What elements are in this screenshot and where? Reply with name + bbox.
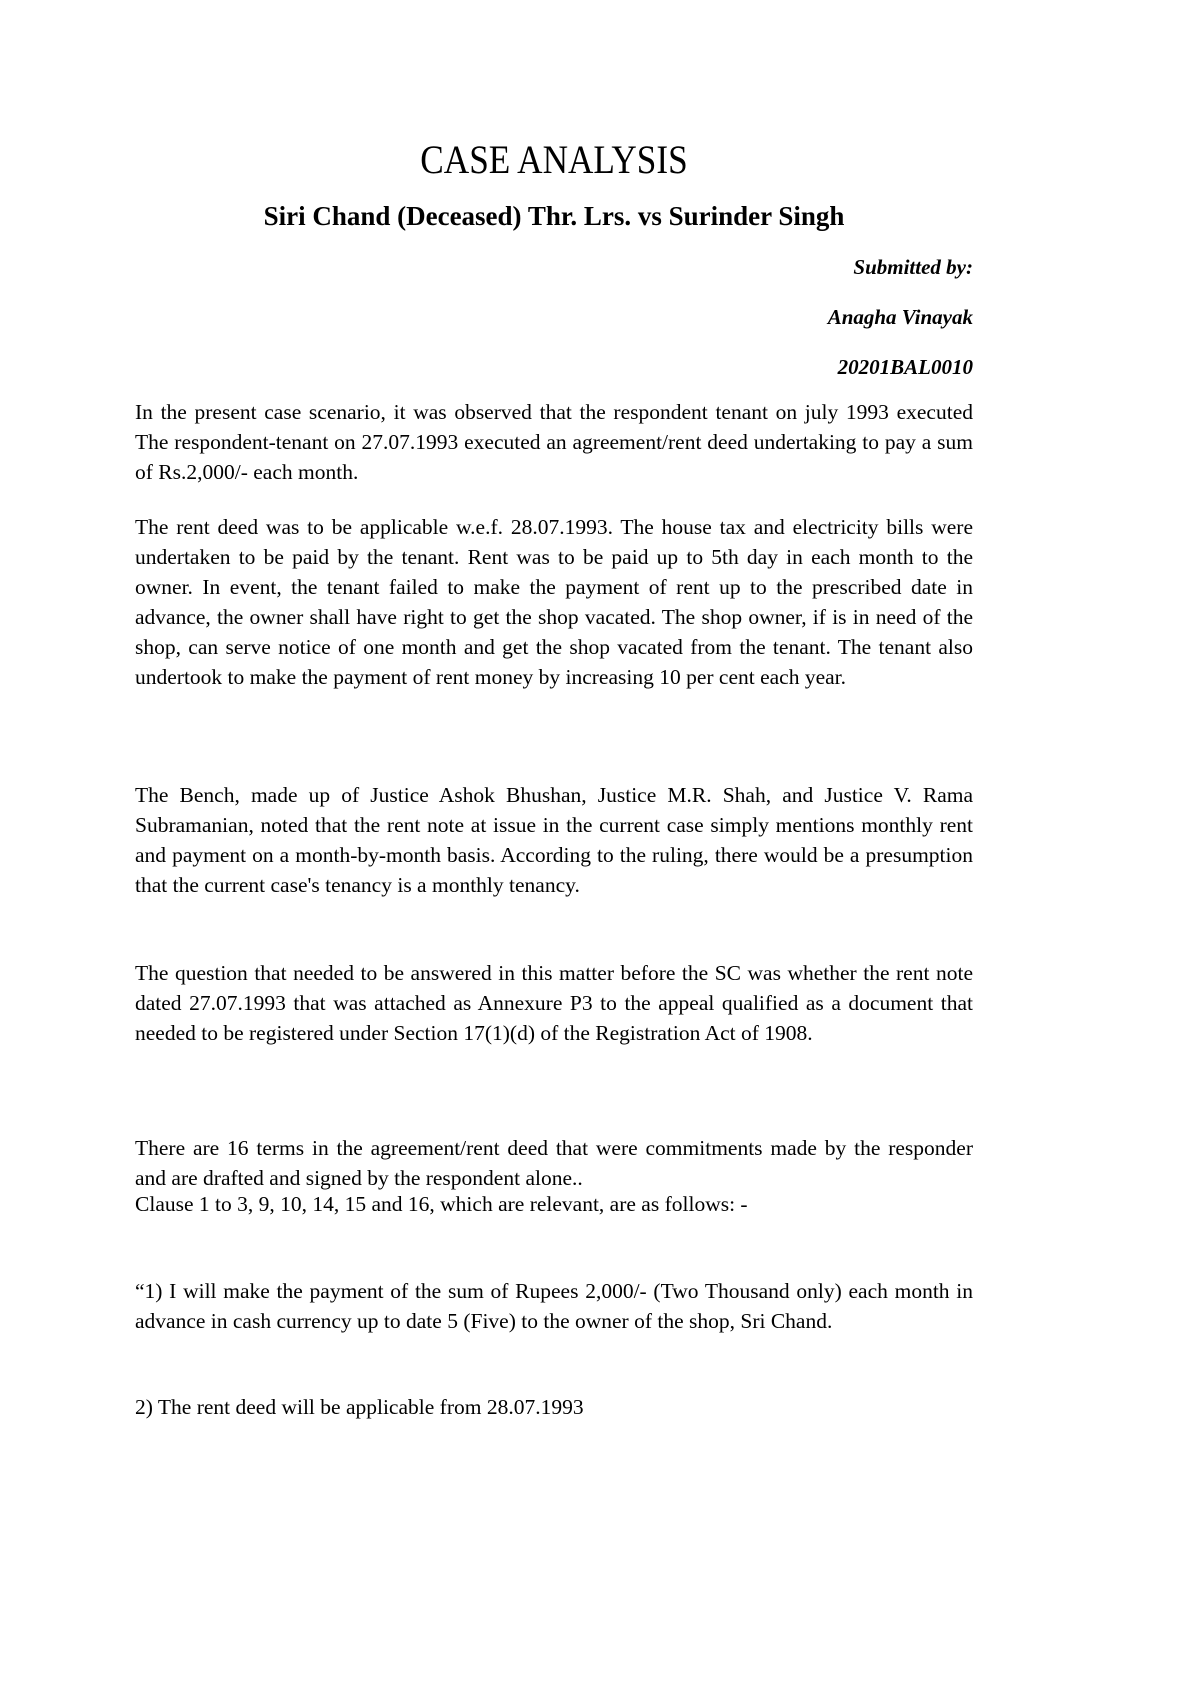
author-name: Anagha Vinayak <box>827 305 973 329</box>
roll-number: 20201BAL0010 <box>837 355 973 379</box>
document-title: CASE ANALYSIS <box>420 137 688 182</box>
paragraph-sixteen-terms: There are 16 terms in the agreement/rent deed that were commitments made by the responder and are drafted and signed by the respondent alone.. <box>135 1136 973 1190</box>
case-name-subtitle: Siri Chand (Deceased) Thr. Lrs. vs Surinder Singh <box>263 201 845 231</box>
submitted-by-label: Submitted by: <box>853 255 973 279</box>
clause-2: 2) The rent deed will be applicable from 28.07.1993 <box>135 1395 584 1419</box>
clause-1: “1) I will make the payment of the sum of Rupees 2,000/- (Two Thousand only) each month in advance in cash currency up to date 5 (Five) to the owner of the shop, Sri Chand. <box>135 1279 973 1333</box>
paragraph-bench-ruling: The Bench, made up of Justice Ashok Bhushan, Justice M.R. Shah, and Justice V. Rama Subramanian, noted that the rent note at issue in the current case simply mentions monthly rent and payment on a month-by-month basis. According to the ruling, there would be a presumption that the current case's tenancy is a monthly tenancy. <box>135 783 973 897</box>
paragraph-question: The question that needed to be answered in this matter before the SC was whether the rent note dated 27.07.1993 that was attached as Annexure P3 to the appeal qualified as a document that needed to be registered under Section 17(1)(d) of the Registration Act of 1908. <box>135 961 973 1045</box>
paragraph-relevant-clauses: Clause 1 to 3, 9, 10, 14, 15 and 16, which are relevant, are as follows: - <box>135 1192 748 1216</box>
paragraph-case-scenario: In the present case scenario, it was observed that the respondent tenant on july 1993 executed The respondent-tenant on 27.07.1993 executed an agreement/rent deed undertaking to pay a sum of Rs.2,000/- each month. <box>135 400 973 484</box>
paragraph-rent-deed-terms: The rent deed was to be applicable w.e.f. 28.07.1993. The house tax and electricity bills were undertaken to be paid by the tenant. Rent was to be paid up to 5th day in each month to the owner. In event, the tenant failed to make the payment of rent up to the prescribed date in advance, the owner shall have right to get the shop vacated. The shop owner, if is in need of the shop, can serve notice of one month and get the shop vacated from the tenant. The tenant also undertook to make the payment of rent money by increasing 10 per cent each year. <box>135 515 973 689</box>
